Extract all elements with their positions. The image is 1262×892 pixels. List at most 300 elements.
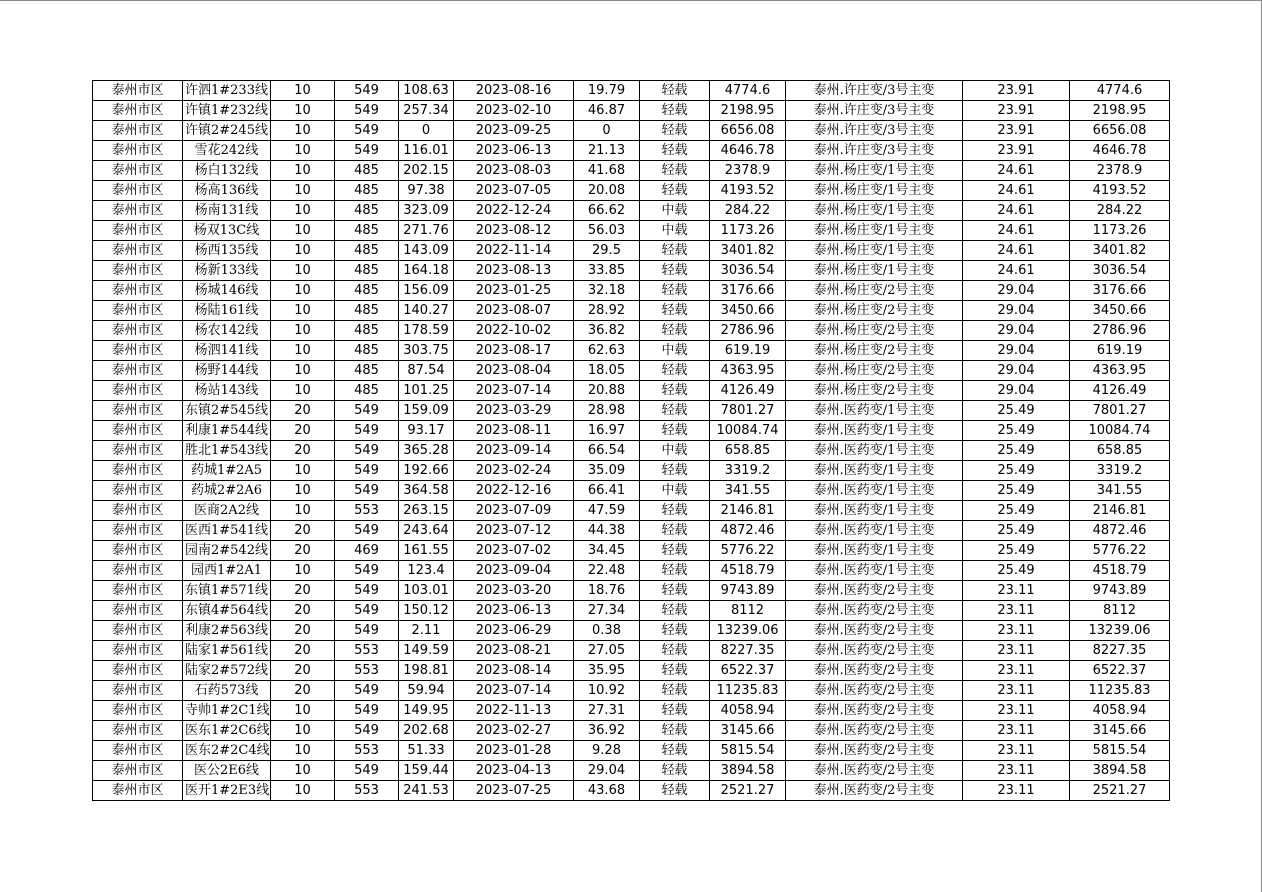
- cell-voltage: 10: [271, 361, 335, 381]
- cell-district: 泰州市区: [93, 641, 183, 661]
- cell-load-status: 轻载: [640, 101, 710, 121]
- cell-max-date: 2023-09-25: [454, 121, 574, 141]
- cell-load-status: 轻载: [640, 161, 710, 181]
- cell-rated-current: 485: [335, 201, 399, 221]
- cell-line-name: 医公2E6线: [183, 761, 271, 781]
- cell-load-status: 轻载: [640, 301, 710, 321]
- table-row: [93, 741, 1170, 761]
- cell-max-current: 149.59: [399, 641, 454, 661]
- cell-spare-capacity: 619.19: [710, 341, 786, 361]
- cell-transformer-load-rate: 23.91: [963, 121, 1070, 141]
- cell-voltage: 10: [271, 261, 335, 281]
- cell-spare-capacity: 8112: [710, 601, 786, 621]
- cell-district: 泰州市区: [93, 441, 183, 461]
- cell-transformer-load-rate: 25.49: [963, 481, 1070, 501]
- cell-available-capacity: 4872.46: [1070, 521, 1170, 541]
- table-row: [93, 141, 1170, 161]
- cell-max-current: 241.53: [399, 781, 454, 801]
- cell-substation-transformer: 泰州.医药变/1号主变: [786, 541, 963, 561]
- cell-substation-transformer: 泰州.医药变/1号主变: [786, 401, 963, 421]
- table-row: [93, 101, 1170, 121]
- cell-line-name: 医东1#2C6线: [183, 721, 271, 741]
- cell-available-capacity: 3319.2: [1070, 461, 1170, 481]
- table-row: [93, 661, 1170, 681]
- cell-substation-transformer: 泰州.医药变/1号主变: [786, 421, 963, 441]
- cell-available-capacity: 8112: [1070, 601, 1170, 621]
- cell-spare-capacity: 6656.08: [710, 121, 786, 141]
- cell-substation-transformer: 泰州.医药变/2号主变: [786, 721, 963, 741]
- cell-line-name: 杨陆161线: [183, 301, 271, 321]
- cell-load-status: 轻载: [640, 741, 710, 761]
- cell-spare-capacity: 13239.06: [710, 621, 786, 641]
- cell-max-date: 2023-08-11: [454, 421, 574, 441]
- cell-district: 泰州市区: [93, 121, 183, 141]
- cell-max-current: 364.58: [399, 481, 454, 501]
- cell-rated-current: 549: [335, 601, 399, 621]
- cell-voltage: 10: [271, 721, 335, 741]
- table-row: [93, 621, 1170, 641]
- cell-voltage: 10: [271, 701, 335, 721]
- cell-spare-capacity: 3145.66: [710, 721, 786, 741]
- cell-district: 泰州市区: [93, 541, 183, 561]
- cell-spare-capacity: 4363.95: [710, 361, 786, 381]
- cell-line-name: 东镇1#571线: [183, 581, 271, 601]
- cell-max-current: 178.59: [399, 321, 454, 341]
- cell-max-current: 149.95: [399, 701, 454, 721]
- cell-transformer-load-rate: 29.04: [963, 361, 1070, 381]
- cell-substation-transformer: 泰州.医药变/1号主变: [786, 501, 963, 521]
- table-row: [93, 581, 1170, 601]
- table-row: [93, 761, 1170, 781]
- cell-district: 泰州市区: [93, 321, 183, 341]
- cell-max-date: 2023-07-14: [454, 681, 574, 701]
- cell-max-date: 2023-08-12: [454, 221, 574, 241]
- cell-max-current: 108.63: [399, 81, 454, 101]
- cell-substation-transformer: 泰州.医药变/2号主变: [786, 781, 963, 801]
- cell-available-capacity: 2521.27: [1070, 781, 1170, 801]
- cell-max-date: 2022-10-02: [454, 321, 574, 341]
- table-row: [93, 341, 1170, 361]
- cell-line-name: 杨南131线: [183, 201, 271, 221]
- cell-max-date: 2023-03-29: [454, 401, 574, 421]
- cell-available-capacity: 3894.58: [1070, 761, 1170, 781]
- cell-max-date: 2023-03-20: [454, 581, 574, 601]
- cell-rated-current: 485: [335, 361, 399, 381]
- cell-transformer-load-rate: 23.11: [963, 581, 1070, 601]
- cell-max-date: 2023-08-03: [454, 161, 574, 181]
- cell-max-current: 116.01: [399, 141, 454, 161]
- cell-voltage: 20: [271, 521, 335, 541]
- cell-rated-current: 485: [335, 181, 399, 201]
- cell-rated-current: 485: [335, 161, 399, 181]
- cell-substation-transformer: 泰州.杨庄变/1号主变: [786, 241, 963, 261]
- cell-spare-capacity: 7801.27: [710, 401, 786, 421]
- cell-substation-transformer: 泰州.许庄变/3号主变: [786, 121, 963, 141]
- cell-spare-capacity: 2521.27: [710, 781, 786, 801]
- cell-load-rate: 34.45: [574, 541, 640, 561]
- cell-transformer-load-rate: 23.11: [963, 701, 1070, 721]
- cell-transformer-load-rate: 23.11: [963, 721, 1070, 741]
- cell-available-capacity: 341.55: [1070, 481, 1170, 501]
- cell-load-status: 轻载: [640, 181, 710, 201]
- cell-load-status: 轻载: [640, 241, 710, 261]
- cell-voltage: 10: [271, 281, 335, 301]
- cell-line-name: 医开1#2E3线: [183, 781, 271, 801]
- cell-load-status: 轻载: [640, 361, 710, 381]
- cell-load-rate: 46.87: [574, 101, 640, 121]
- cell-district: 泰州市区: [93, 761, 183, 781]
- cell-spare-capacity: 341.55: [710, 481, 786, 501]
- cell-substation-transformer: 泰州.许庄变/3号主变: [786, 101, 963, 121]
- cell-max-date: 2023-07-14: [454, 381, 574, 401]
- cell-spare-capacity: 3176.66: [710, 281, 786, 301]
- cell-substation-transformer: 泰州.医药变/2号主变: [786, 641, 963, 661]
- cell-district: 泰州市区: [93, 721, 183, 741]
- table-row: [93, 401, 1170, 421]
- cell-max-current: 123.4: [399, 561, 454, 581]
- cell-substation-transformer: 泰州.医药变/2号主变: [786, 581, 963, 601]
- cell-voltage: 10: [271, 761, 335, 781]
- cell-available-capacity: 8227.35: [1070, 641, 1170, 661]
- cell-rated-current: 485: [335, 221, 399, 241]
- cell-line-name: 杨双13C线: [183, 221, 271, 241]
- cell-max-date: 2023-08-21: [454, 641, 574, 661]
- cell-voltage: 10: [271, 161, 335, 181]
- cell-max-date: 2023-02-27: [454, 721, 574, 741]
- cell-load-rate: 35.09: [574, 461, 640, 481]
- cell-line-name: 东镇2#545线: [183, 401, 271, 421]
- cell-load-rate: 62.63: [574, 341, 640, 361]
- cell-load-rate: 44.38: [574, 521, 640, 541]
- cell-voltage: 10: [271, 741, 335, 761]
- cell-spare-capacity: 5776.22: [710, 541, 786, 561]
- cell-max-date: 2023-09-04: [454, 561, 574, 581]
- cell-line-name: 许镇2#245线: [183, 121, 271, 141]
- cell-max-date: 2023-07-12: [454, 521, 574, 541]
- cell-line-name: 胜北1#543线: [183, 441, 271, 461]
- cell-substation-transformer: 泰州.杨庄变/2号主变: [786, 381, 963, 401]
- cell-max-date: 2023-07-09: [454, 501, 574, 521]
- cell-max-date: 2023-02-10: [454, 101, 574, 121]
- cell-max-current: 140.27: [399, 301, 454, 321]
- cell-line-name: 陆家1#561线: [183, 641, 271, 661]
- cell-available-capacity: 6522.37: [1070, 661, 1170, 681]
- cell-load-status: 轻载: [640, 721, 710, 741]
- cell-voltage: 10: [271, 481, 335, 501]
- cell-line-name: 园西1#2A1: [183, 561, 271, 581]
- cell-max-date: 2023-07-25: [454, 781, 574, 801]
- cell-max-date: 2023-06-13: [454, 601, 574, 621]
- cell-voltage: 10: [271, 81, 335, 101]
- cell-available-capacity: 619.19: [1070, 341, 1170, 361]
- cell-load-status: 轻载: [640, 521, 710, 541]
- cell-district: 泰州市区: [93, 681, 183, 701]
- cell-max-current: 323.09: [399, 201, 454, 221]
- cell-voltage: 10: [271, 121, 335, 141]
- cell-max-current: 263.15: [399, 501, 454, 521]
- cell-district: 泰州市区: [93, 561, 183, 581]
- table-row: [93, 321, 1170, 341]
- cell-load-status: 中载: [640, 441, 710, 461]
- cell-load-status: 轻载: [640, 421, 710, 441]
- cell-max-current: 243.64: [399, 521, 454, 541]
- cell-transformer-load-rate: 25.49: [963, 501, 1070, 521]
- cell-available-capacity: 7801.27: [1070, 401, 1170, 421]
- cell-spare-capacity: 284.22: [710, 201, 786, 221]
- cell-rated-current: 549: [335, 521, 399, 541]
- cell-district: 泰州市区: [93, 741, 183, 761]
- cell-load-status: 轻载: [640, 581, 710, 601]
- cell-line-name: 石药573线: [183, 681, 271, 701]
- cell-spare-capacity: 3894.58: [710, 761, 786, 781]
- cell-voltage: 10: [271, 241, 335, 261]
- cell-max-date: 2023-07-02: [454, 541, 574, 561]
- cell-spare-capacity: 4193.52: [710, 181, 786, 201]
- cell-max-date: 2022-11-13: [454, 701, 574, 721]
- cell-transformer-load-rate: 23.11: [963, 681, 1070, 701]
- cell-transformer-load-rate: 25.49: [963, 561, 1070, 581]
- cell-transformer-load-rate: 24.61: [963, 201, 1070, 221]
- cell-substation-transformer: 泰州.医药变/1号主变: [786, 481, 963, 501]
- cell-district: 泰州市区: [93, 421, 183, 441]
- cell-load-rate: 32.18: [574, 281, 640, 301]
- cell-substation-transformer: 泰州.杨庄变/2号主变: [786, 361, 963, 381]
- table-row: [93, 81, 1170, 101]
- cell-load-status: 轻载: [640, 81, 710, 101]
- cell-max-current: 59.94: [399, 681, 454, 701]
- cell-load-rate: 21.13: [574, 141, 640, 161]
- table-row: [93, 221, 1170, 241]
- cell-substation-transformer: 泰州.杨庄变/1号主变: [786, 261, 963, 281]
- cell-transformer-load-rate: 23.11: [963, 781, 1070, 801]
- cell-voltage: 20: [271, 641, 335, 661]
- cell-spare-capacity: 2198.95: [710, 101, 786, 121]
- cell-substation-transformer: 泰州.杨庄变/1号主变: [786, 161, 963, 181]
- cell-spare-capacity: 4774.6: [710, 81, 786, 101]
- cell-district: 泰州市区: [93, 141, 183, 161]
- cell-district: 泰州市区: [93, 701, 183, 721]
- cell-voltage: 20: [271, 441, 335, 461]
- cell-district: 泰州市区: [93, 481, 183, 501]
- cell-spare-capacity: 4518.79: [710, 561, 786, 581]
- cell-spare-capacity: 3036.54: [710, 261, 786, 281]
- cell-voltage: 10: [271, 201, 335, 221]
- cell-line-name: 东镇4#564线: [183, 601, 271, 621]
- cell-line-name: 医西1#541线: [183, 521, 271, 541]
- cell-load-status: 轻载: [640, 601, 710, 621]
- cell-transformer-load-rate: 23.11: [963, 741, 1070, 761]
- cell-spare-capacity: 4872.46: [710, 521, 786, 541]
- cell-substation-transformer: 泰州.医药变/1号主变: [786, 521, 963, 541]
- cell-load-status: 轻载: [640, 621, 710, 641]
- cell-load-rate: 47.59: [574, 501, 640, 521]
- cell-voltage: 20: [271, 581, 335, 601]
- cell-transformer-load-rate: 24.61: [963, 161, 1070, 181]
- cell-rated-current: 549: [335, 81, 399, 101]
- cell-load-status: 轻载: [640, 781, 710, 801]
- cell-max-current: 150.12: [399, 601, 454, 621]
- cell-substation-transformer: 泰州.许庄变/3号主变: [786, 81, 963, 101]
- cell-substation-transformer: 泰州.杨庄变/2号主变: [786, 281, 963, 301]
- cell-available-capacity: 4126.49: [1070, 381, 1170, 401]
- cell-transformer-load-rate: 29.04: [963, 341, 1070, 361]
- cell-available-capacity: 4058.94: [1070, 701, 1170, 721]
- cell-load-status: 轻载: [640, 681, 710, 701]
- cell-available-capacity: 4774.6: [1070, 81, 1170, 101]
- table-row: [93, 601, 1170, 621]
- cell-load-rate: 22.48: [574, 561, 640, 581]
- cell-max-current: 103.01: [399, 581, 454, 601]
- cell-rated-current: 549: [335, 441, 399, 461]
- cell-line-name: 医商2A2线: [183, 501, 271, 521]
- cell-max-current: 202.15: [399, 161, 454, 181]
- cell-district: 泰州市区: [93, 341, 183, 361]
- cell-transformer-load-rate: 23.11: [963, 761, 1070, 781]
- cell-transformer-load-rate: 23.11: [963, 621, 1070, 641]
- cell-spare-capacity: 4058.94: [710, 701, 786, 721]
- cell-load-status: 轻载: [640, 281, 710, 301]
- cell-line-name: 陆家2#572线: [183, 661, 271, 681]
- cell-load-status: 轻载: [640, 261, 710, 281]
- table-row: [93, 561, 1170, 581]
- cell-district: 泰州市区: [93, 241, 183, 261]
- cell-load-status: 轻载: [640, 321, 710, 341]
- table-row: [93, 641, 1170, 661]
- cell-spare-capacity: 2378.9: [710, 161, 786, 181]
- cell-max-current: 143.09: [399, 241, 454, 261]
- cell-spare-capacity: 9743.89: [710, 581, 786, 601]
- cell-max-date: 2023-06-13: [454, 141, 574, 161]
- cell-max-current: 0: [399, 121, 454, 141]
- cell-available-capacity: 5776.22: [1070, 541, 1170, 561]
- cell-available-capacity: 3450.66: [1070, 301, 1170, 321]
- cell-voltage: 10: [271, 101, 335, 121]
- cell-max-current: 101.25: [399, 381, 454, 401]
- cell-rated-current: 549: [335, 121, 399, 141]
- cell-substation-transformer: 泰州.许庄变/3号主变: [786, 141, 963, 161]
- cell-max-current: 87.54: [399, 361, 454, 381]
- cell-voltage: 20: [271, 421, 335, 441]
- cell-transformer-load-rate: 24.61: [963, 181, 1070, 201]
- cell-max-date: 2022-12-16: [454, 481, 574, 501]
- cell-transformer-load-rate: 25.49: [963, 401, 1070, 421]
- cell-max-current: 97.38: [399, 181, 454, 201]
- cell-substation-transformer: 泰州.医药变/2号主变: [786, 681, 963, 701]
- cell-max-date: 2023-02-24: [454, 461, 574, 481]
- cell-available-capacity: 3145.66: [1070, 721, 1170, 741]
- cell-spare-capacity: 2786.96: [710, 321, 786, 341]
- cell-available-capacity: 3401.82: [1070, 241, 1170, 261]
- cell-rated-current: 549: [335, 761, 399, 781]
- cell-rated-current: 549: [335, 401, 399, 421]
- cell-max-date: 2023-08-07: [454, 301, 574, 321]
- cell-line-name: 杨新133线: [183, 261, 271, 281]
- cell-max-current: 159.44: [399, 761, 454, 781]
- cell-district: 泰州市区: [93, 221, 183, 241]
- cell-rated-current: 485: [335, 321, 399, 341]
- cell-line-name: 杨野144线: [183, 361, 271, 381]
- cell-rated-current: 549: [335, 461, 399, 481]
- table-row: [93, 121, 1170, 141]
- cell-available-capacity: 5815.54: [1070, 741, 1170, 761]
- cell-max-date: 2023-08-13: [454, 261, 574, 281]
- cell-spare-capacity: 2146.81: [710, 501, 786, 521]
- cell-max-date: 2023-08-17: [454, 341, 574, 361]
- cell-transformer-load-rate: 23.11: [963, 641, 1070, 661]
- cell-max-current: 271.76: [399, 221, 454, 241]
- cell-rated-current: 549: [335, 141, 399, 161]
- cell-load-status: 轻载: [640, 541, 710, 561]
- cell-rated-current: 485: [335, 341, 399, 361]
- cell-load-rate: 27.34: [574, 601, 640, 621]
- cell-max-date: 2023-04-13: [454, 761, 574, 781]
- cell-rated-current: 549: [335, 481, 399, 501]
- cell-transformer-load-rate: 25.49: [963, 421, 1070, 441]
- cell-line-name: 雪花242线: [183, 141, 271, 161]
- cell-rated-current: 549: [335, 701, 399, 721]
- cell-voltage: 10: [271, 221, 335, 241]
- cell-rated-current: 553: [335, 741, 399, 761]
- cell-max-date: 2023-07-05: [454, 181, 574, 201]
- cell-line-name: 杨站143线: [183, 381, 271, 401]
- cell-available-capacity: 2786.96: [1070, 321, 1170, 341]
- cell-transformer-load-rate: 29.04: [963, 281, 1070, 301]
- cell-district: 泰州市区: [93, 101, 183, 121]
- cell-district: 泰州市区: [93, 201, 183, 221]
- cell-rated-current: 549: [335, 561, 399, 581]
- cell-transformer-load-rate: 23.11: [963, 601, 1070, 621]
- cell-voltage: 10: [271, 501, 335, 521]
- cell-load-status: 中载: [640, 221, 710, 241]
- cell-available-capacity: 3176.66: [1070, 281, 1170, 301]
- cell-voltage: 20: [271, 401, 335, 421]
- cell-load-rate: 18.76: [574, 581, 640, 601]
- table-row: [93, 681, 1170, 701]
- cell-load-status: 中载: [640, 341, 710, 361]
- cell-rated-current: 485: [335, 381, 399, 401]
- cell-district: 泰州市区: [93, 181, 183, 201]
- cell-district: 泰州市区: [93, 381, 183, 401]
- cell-available-capacity: 658.85: [1070, 441, 1170, 461]
- cell-available-capacity: 4193.52: [1070, 181, 1170, 201]
- cell-transformer-load-rate: 25.49: [963, 541, 1070, 561]
- cell-district: 泰州市区: [93, 361, 183, 381]
- cell-substation-transformer: 泰州.医药变/2号主变: [786, 761, 963, 781]
- cell-load-rate: 16.97: [574, 421, 640, 441]
- cell-load-rate: 36.92: [574, 721, 640, 741]
- cell-transformer-load-rate: 29.04: [963, 381, 1070, 401]
- cell-substation-transformer: 泰州.医药变/1号主变: [786, 461, 963, 481]
- cell-district: 泰州市区: [93, 501, 183, 521]
- cell-district: 泰州市区: [93, 81, 183, 101]
- table-row: [93, 241, 1170, 261]
- cell-load-rate: 10.92: [574, 681, 640, 701]
- cell-transformer-load-rate: 23.11: [963, 661, 1070, 681]
- cell-max-current: 192.66: [399, 461, 454, 481]
- table-row: [93, 781, 1170, 801]
- cell-rated-current: 469: [335, 541, 399, 561]
- cell-line-name: 利康2#563线: [183, 621, 271, 641]
- cell-load-rate: 35.95: [574, 661, 640, 681]
- cell-rated-current: 485: [335, 261, 399, 281]
- cell-voltage: 10: [271, 381, 335, 401]
- cell-load-status: 轻载: [640, 401, 710, 421]
- table-row: [93, 201, 1170, 221]
- cell-substation-transformer: 泰州.医药变/2号主变: [786, 741, 963, 761]
- cell-line-name: 药城1#2A5: [183, 461, 271, 481]
- cell-rated-current: 549: [335, 621, 399, 641]
- cell-district: 泰州市区: [93, 161, 183, 181]
